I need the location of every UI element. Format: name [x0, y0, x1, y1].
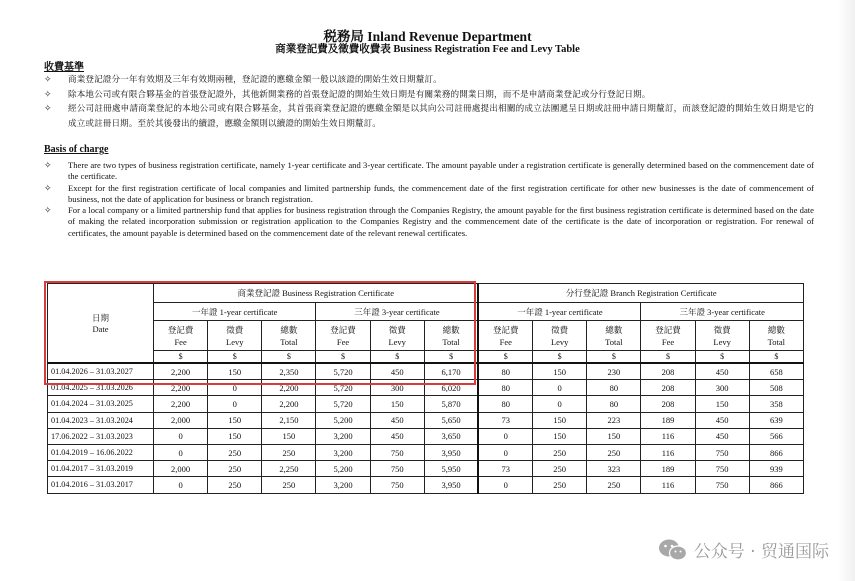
- fee-cell: 0: [154, 477, 208, 493]
- currency-label: $: [208, 351, 262, 364]
- fee-cell: 2,200: [262, 380, 316, 396]
- fee-cell: 5,950: [424, 461, 478, 477]
- fee-cell: 0: [154, 444, 208, 460]
- date-range-cell: 01.04.2025 – 31.03.2026: [48, 380, 154, 396]
- fee-cell: 866: [749, 444, 803, 460]
- table-row: [48, 428, 804, 444]
- date-range-cell: 01.04.2026 – 31.03.2027: [48, 363, 154, 380]
- currency-label: $: [533, 351, 587, 364]
- table-row: [48, 461, 804, 477]
- currency-label: $: [316, 351, 370, 364]
- fee-cell: 2,150: [262, 412, 316, 428]
- column-label-levy: 徵費 Levy: [208, 321, 262, 351]
- fee-cell: 750: [695, 461, 749, 477]
- date-range-cell: 01.04.2019 – 16.06.2022: [48, 444, 154, 460]
- column-label-fee: 登記費 Fee: [478, 321, 532, 351]
- fee-cell: 3,650: [424, 428, 478, 444]
- column-label-fee: 登記費 Fee: [316, 321, 370, 351]
- fee-cell: 2,200: [154, 380, 208, 396]
- fee-cell: 250: [533, 477, 587, 493]
- fee-cell: 3,200: [316, 477, 370, 493]
- fee-cell: 150: [262, 428, 316, 444]
- fee-cell: 150: [533, 412, 587, 428]
- fee-cell: 300: [370, 380, 424, 396]
- column-label-fee: 登記費 Fee: [641, 321, 695, 351]
- fee-cell: 189: [641, 412, 695, 428]
- column-label-total: 總數 Total: [424, 321, 478, 351]
- fee-cell: 0: [533, 380, 587, 396]
- basis-list-zh: [44, 72, 814, 130]
- fee-cell: 358: [749, 396, 803, 412]
- basis-list-en: [44, 160, 814, 239]
- fee-cell: 116: [641, 477, 695, 493]
- date-range-cell: 01.04.2017 – 31.03.2019: [48, 461, 154, 477]
- fee-cell: 150: [533, 428, 587, 444]
- diamond-bullet-icon: ✧: [44, 88, 52, 99]
- currency-label: $: [262, 351, 316, 364]
- fee-cell: 5,720: [316, 396, 370, 412]
- fee-cell: 450: [695, 428, 749, 444]
- fee-cell: 2,200: [154, 396, 208, 412]
- fee-cell: 208: [641, 363, 695, 380]
- basis-heading-zh: 收費基準: [44, 62, 84, 73]
- table-row: [48, 444, 804, 460]
- watermark-text: 公众号 · 贸通国际: [693, 542, 829, 562]
- fee-cell: 150: [533, 363, 587, 380]
- fee-cell: 2,250: [262, 461, 316, 477]
- fee-cell: 6,170: [424, 363, 478, 380]
- diamond-bullet-icon: ✧: [44, 160, 52, 170]
- fee-cell: 250: [533, 461, 587, 477]
- fee-cell: 208: [641, 396, 695, 412]
- fee-cell: 3,200: [316, 444, 370, 460]
- fee-cell: 0: [478, 444, 532, 460]
- column-label-total: 總數 Total: [749, 321, 803, 351]
- fee-cell: 323: [587, 461, 641, 477]
- fee-cell: 73: [478, 461, 532, 477]
- fee-cell: 80: [478, 380, 532, 396]
- column-label-total: 總數 Total: [262, 321, 316, 351]
- currency-label: $: [587, 351, 641, 364]
- currency-label: $: [641, 351, 695, 364]
- fee-cell: 750: [370, 461, 424, 477]
- basis-heading-en: Basis of charge: [44, 144, 109, 155]
- fee-cell: 150: [695, 396, 749, 412]
- date-range-cell: 17.06.2022 – 31.03.2023: [48, 428, 154, 444]
- fee-cell: 250: [587, 477, 641, 493]
- currency-label: $: [424, 351, 478, 364]
- fee-cell: 658: [749, 363, 803, 380]
- date-range-cell: 01.04.2016 – 31.03.2017: [48, 477, 154, 493]
- table-row: [48, 380, 804, 396]
- fee-cell: 2,350: [262, 363, 316, 380]
- fee-cell: 0: [533, 396, 587, 412]
- page-edge-shadow: [837, 0, 855, 581]
- fee-cell: 3,200: [316, 428, 370, 444]
- fee-cell: 116: [641, 444, 695, 460]
- fee-cell: 450: [695, 412, 749, 428]
- fee-cell: 0: [154, 428, 208, 444]
- page-title: 税務局 Inland Revenue Department: [323, 29, 532, 44]
- fee-cell: 250: [587, 444, 641, 460]
- fee-cell: 116: [641, 428, 695, 444]
- date-range-cell: 01.04.2023 – 31.03.2024: [48, 412, 154, 428]
- fee-cell: 5,650: [424, 412, 478, 428]
- fee-cell: 3,950: [424, 444, 478, 460]
- fee-cell: 80: [478, 363, 532, 380]
- wechat-icon: [658, 538, 688, 562]
- fee-cell: 450: [370, 428, 424, 444]
- fee-cell: 150: [208, 363, 262, 380]
- fee-cell: 5,870: [424, 396, 478, 412]
- table-row: [48, 477, 804, 493]
- fee-cell: 80: [478, 396, 532, 412]
- diamond-bullet-icon: ✧: [44, 103, 52, 113]
- fee-cell: 939: [749, 461, 803, 477]
- list-item: ✧ Except for the first registration certificate of local companies and limited partnership funds, the commencement date of the first registration certificate for other new businesses is the date of commencement of business, not the date of application for business or branch registration.: [44, 182, 814, 204]
- diamond-bullet-icon: ✧: [44, 74, 52, 84]
- fee-cell: 80: [587, 380, 641, 396]
- currency-label: $: [154, 351, 208, 364]
- column-label-total: 總數 Total: [587, 321, 641, 351]
- fee-cell: 450: [370, 363, 424, 380]
- fee-cell: 150: [370, 396, 424, 412]
- fee-cell: 2,000: [154, 412, 208, 428]
- fee-cell: 0: [478, 428, 532, 444]
- fee-cell: 150: [208, 412, 262, 428]
- fee-cell: 250: [208, 477, 262, 493]
- diamond-bullet-icon: ✧: [44, 182, 52, 193]
- list-item: ✧ 除本地公司或有限合夥基金的首張登記證外，其他新開業務的首張登記證的開始生效日期是有關業務的開業日期，而不是申請商業登記或分行登記日期。: [44, 87, 814, 102]
- fee-cell: 5,720: [316, 380, 370, 396]
- fee-cell: 5,200: [316, 461, 370, 477]
- fee-cell: 150: [587, 428, 641, 444]
- column-label-levy: 徵費 Levy: [533, 321, 587, 351]
- fee-cell: 250: [208, 444, 262, 460]
- fee-cell: 5,720: [316, 363, 370, 380]
- br-one-year-header: 一年證 1-year certificate: [154, 303, 316, 321]
- column-label-levy: 徵費 Levy: [370, 321, 424, 351]
- fee-cell: 2,000: [154, 461, 208, 477]
- fee-cell: 0: [208, 380, 262, 396]
- table-row: [48, 396, 804, 412]
- page-subtitle: 商業登記費及徵費收費表 Business Registration Fee and Levy Table: [275, 44, 580, 55]
- br-certificate-header: 商業登記證 Business Registration Certificate: [154, 284, 479, 303]
- fee-cell: 750: [370, 477, 424, 493]
- branch-certificate-header: 分行登記證 Branch Registration Certificate: [478, 284, 803, 303]
- currency-label: $: [370, 351, 424, 364]
- fee-cell: 300: [695, 380, 749, 396]
- fee-cell: 866: [749, 477, 803, 493]
- currency-label: $: [749, 351, 803, 364]
- fee-cell: 150: [208, 428, 262, 444]
- fee-cell: 639: [749, 412, 803, 428]
- br-three-year-header: 三年證 3-year certificate: [316, 303, 478, 321]
- fee-cell: 230: [587, 363, 641, 380]
- fee-cell: 80: [587, 396, 641, 412]
- fee-cell: 208: [641, 380, 695, 396]
- fee-cell: 3,950: [424, 477, 478, 493]
- fee-cell: 750: [695, 477, 749, 493]
- fee-cell: 2,200: [154, 363, 208, 380]
- fee-cell: 5,200: [316, 412, 370, 428]
- fee-cell: 566: [749, 428, 803, 444]
- fee-cell: 73: [478, 412, 532, 428]
- fee-cell: 450: [370, 412, 424, 428]
- list-item: ✧ 經公司註冊處申請商業登記的本地公司或有限合夥基金，其首張商業登記證的應繳金額是以其向公司註冊處提出相關的成立法團遞呈日期或註冊申請日期釐訂，而該登記證的開始生效日期是它的成立或註冊日期。至於其後發出的續證，應繳金額則以續證的開始生效日期釐訂。: [44, 103, 814, 128]
- fee-table: [47, 283, 804, 494]
- table-row: [48, 363, 804, 380]
- fee-cell: 250: [208, 461, 262, 477]
- fee-cell: 189: [641, 461, 695, 477]
- list-item: ✧ For a local company or a limited partnership fund that applies for business registration through the Companies Registry, the amount payable for the first business registration certificate is determined based on the date of making the related incorporation submission or registration application to the Companies Registry and the commencement date of the certificate is the date of incorporation or registration. For renewal of certificates, the amount payable is determined based on the commencement date of the relevant renewal certificates.: [44, 205, 814, 238]
- fee-cell: 223: [587, 412, 641, 428]
- currency-label: $: [478, 351, 532, 364]
- column-label-fee: 登記費 Fee: [154, 321, 208, 351]
- list-item: ✧ 商業登記證分一年有效期及三年有效期兩種，登記證的應繳金額一般以該證的開始生效日期釐訂。: [44, 72, 814, 87]
- fee-cell: 750: [695, 444, 749, 460]
- watermark: [658, 537, 829, 562]
- fee-cell: 6,020: [424, 380, 478, 396]
- branch-three-year-header: 三年證 3-year certificate: [641, 303, 804, 321]
- fee-cell: 750: [370, 444, 424, 460]
- diamond-bullet-icon: ✧: [44, 205, 52, 216]
- table-row: [48, 412, 804, 428]
- fee-cell: 250: [533, 444, 587, 460]
- column-label-levy: 徵費 Levy: [695, 321, 749, 351]
- date-column-header: 日期 Date: [48, 284, 154, 364]
- fee-cell: 0: [208, 396, 262, 412]
- date-range-cell: 01.04.2024 – 31.03.2025: [48, 396, 154, 412]
- fee-cell: 450: [695, 363, 749, 380]
- currency-label: $: [695, 351, 749, 364]
- fee-cell: 0: [478, 477, 532, 493]
- fee-cell: 250: [262, 444, 316, 460]
- fee-cell: 250: [262, 477, 316, 493]
- branch-one-year-header: 一年證 1-year certificate: [478, 303, 640, 321]
- fee-cell: 2,200: [262, 396, 316, 412]
- list-item: ✧ There are two types of business registration certificate, namely 1-year certificate and 3-year certificate. The amount payable under a registration certificate is generally determined based on the commencement date of the certificate.: [44, 160, 814, 182]
- fee-cell: 508: [749, 380, 803, 396]
